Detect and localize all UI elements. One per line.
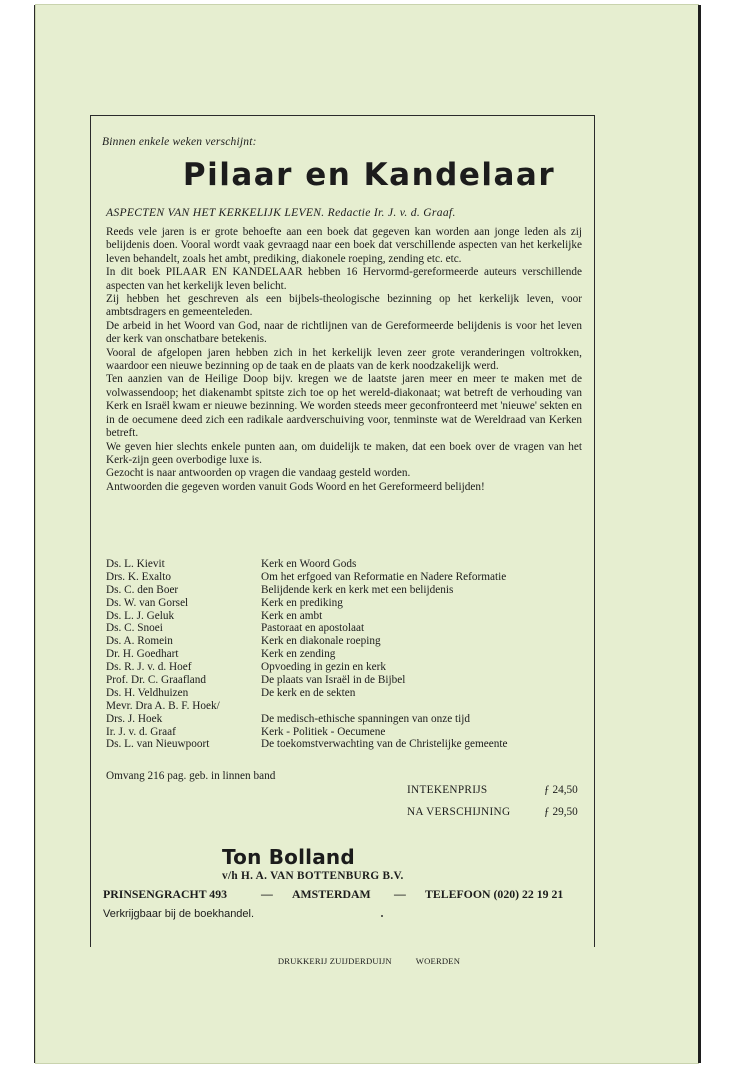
paragraph: We geven hier slechts enkele punten aan, om duidelijk te maken, dat een boek over de vragen van het Kerk-zijn geen overbodige luxe is. — [106, 440, 582, 466]
paragraph: Reeds vele jaren is er grote behoefte aan een boek dat gegeven kan worden aan jonge leden als zij belijdenis doen. Vooral wordt vaak gevraagd naar een boek dat verschillende aspecten van het kerkelijke leven behandelt, zoals het ambt, prediking, diakonele roeping, zending etc. etc. — [106, 226, 582, 265]
publisher-name: Ton Bolland — [222, 845, 355, 869]
publisher-formerly: v/h H. A. VAN BOTTENBURG B.V. — [222, 870, 404, 882]
author-name: Ds. L. Kievit — [106, 558, 165, 570]
author-name: Ds. C. den Boer — [106, 583, 179, 596]
chapter-topic: Kerk en Woord Gods — [261, 558, 357, 570]
contents-row — [106, 635, 586, 648]
contents-row — [106, 584, 586, 597]
contents-row — [106, 687, 586, 700]
address-phone: TELEFOON (020) 22 19 21 — [425, 887, 564, 901]
contents-row — [106, 610, 586, 623]
contents-row — [106, 738, 586, 751]
contents-row — [106, 597, 586, 610]
contents-row — [106, 674, 586, 687]
author-name: Ds. H. Veldhuizen — [106, 686, 189, 699]
address-dash: — — [394, 887, 406, 901]
chapter-topic: Kerk en prediking — [261, 596, 343, 609]
availability-note: Verkrijgbaar bij de boekhandel. — [103, 908, 255, 920]
contents-row — [106, 661, 586, 674]
chapter-topic: De plaats van Israël in de Bijbel — [261, 674, 406, 687]
contents-row — [106, 571, 586, 584]
subscription-price: ƒ 24,50 — [544, 784, 578, 796]
chapter-topic: Belijdende kerk en kerk met een belijdenis — [261, 583, 454, 596]
chapter-topic: Kerk en zending — [261, 648, 336, 661]
contents-row — [106, 700, 586, 713]
printer-imprint — [0, 956, 738, 966]
author-name: Drs. J. Hoek — [106, 712, 163, 725]
retail-price: ƒ 29,50 — [544, 806, 578, 818]
author-name: Ds. C. Snoei — [106, 622, 163, 635]
author-name: Drs. K. Exalto — [106, 570, 171, 583]
author-name: Ds. A. Romein — [106, 635, 173, 648]
contents-row — [106, 558, 586, 571]
address-dash: — — [261, 887, 273, 901]
author-name: Ds. L. J. Geluk — [106, 609, 175, 622]
chapter-topic: De kerk en de sekten — [261, 686, 356, 699]
book-title: Pilaar en Kandelaar — [182, 157, 556, 193]
retail-price-line — [407, 806, 578, 818]
chapter-topic: Opvoeding in gezin en kerk — [261, 661, 386, 674]
author-name: Mevr. Dra A. B. F. Hoek/ — [106, 699, 220, 712]
author-name: Ds. W. van Gorsel — [106, 596, 189, 609]
paragraph: In dit boek PILAAR EN KANDELAAR hebben 16 Hervormd-gereformeerde auteurs verschillende aspecten van het kerkelijk leven belicht. — [106, 266, 582, 292]
retail-label: NA VERSCHIJNING — [407, 806, 511, 818]
print-speck — [381, 915, 383, 917]
announcement-line: Binnen enkele weken verschijnt: — [102, 136, 257, 148]
chapter-topic: Om het erfgoed van Reformatie en Nadere Reformatie — [261, 570, 507, 583]
contents-row — [106, 648, 586, 661]
chapter-topic: De toekomstverwachting van de Christelijke gemeente — [261, 738, 508, 751]
chapter-topic: Kerk en ambt — [261, 609, 323, 622]
author-name: Dr. H. Goedhart — [106, 648, 179, 661]
printer-city: WOERDEN — [415, 956, 461, 966]
subscription-price-line — [407, 784, 578, 796]
paragraph: Antwoorden die gegeven worden vanuit Gods Woord en het Gereformeerd belijden! — [106, 480, 485, 493]
description — [106, 226, 582, 494]
subscription-label: INTEKENPRIJS — [407, 784, 488, 796]
chapter-topic: Pastoraat en apostolaat — [261, 622, 365, 635]
chapter-topic: De medisch-ethische spanningen van onze tijd — [261, 712, 470, 725]
address-city: AMSTERDAM — [292, 887, 371, 901]
paragraph: Vooral de afgelopen jaren hebben zich in het kerkelijk leven zeer grote veranderingen voltrokken, waardoor een nieuwe bezinning op de taak en de plaats van de kerk noodzakelijk werd. — [106, 346, 582, 373]
chapter-topic: Kerk en diakonale roeping — [261, 635, 381, 648]
contents-row — [106, 713, 586, 726]
contents-list — [106, 558, 586, 751]
paragraph: De arbeid in het Woord van God, naar de richtlijnen van de Gereformeerde belijdenis is voor het leven der kerk van onschatbare betekenis. — [106, 319, 582, 346]
book-subtitle: ASPECTEN VAN HET KERKELIJK LEVEN. Redactie Ir. J. v. d. Graaf. — [106, 206, 456, 219]
paragraph: Zij hebben het geschreven als een bijbels-theologische bezinning op het kerkelijk leven, voor ambtsdragers en gemeenteleden. — [106, 293, 582, 319]
contents-row — [106, 622, 586, 635]
author-name: Ir. J. v. d. Graaf — [106, 725, 176, 738]
author-name: Prof. Dr. C. Graafland — [106, 674, 206, 687]
chapter-topic: Kerk - Politiek - Oecumene — [261, 725, 386, 738]
contents-row — [106, 726, 586, 739]
paragraph: Gezocht is naar antwoorden op vragen die vandaag gesteld worden. — [106, 467, 411, 480]
author-name: Ds. L. van Nieuwpoort — [106, 738, 210, 751]
author-name: Ds. R. J. v. d. Hoef — [106, 661, 192, 674]
printer-name: DRUKKERIJ ZUIJDERDUIJN — [277, 956, 392, 966]
book-format: Omvang 216 pag. geb. in linnen band — [106, 770, 276, 782]
paragraph: Ten aanzien van de Heilige Doop bijv. kregen we de laatste jaren meer en meer te maken met de volwassendoop; het diakenambt spitste zich toe op het wereld-diakonaat; wat betreft de verhouding van Kerk en Israël kwam er nieuwe bezinning. We worden steeds meer geconfronteerd met 'nieuwe' sekten en in de oecumene deed zich een radikale aardverschuiving voor, tenminste wat de Wereldraad van Kerken betreft. — [106, 373, 582, 440]
address-street: PRINSENGRACHT 493 — [103, 887, 227, 901]
